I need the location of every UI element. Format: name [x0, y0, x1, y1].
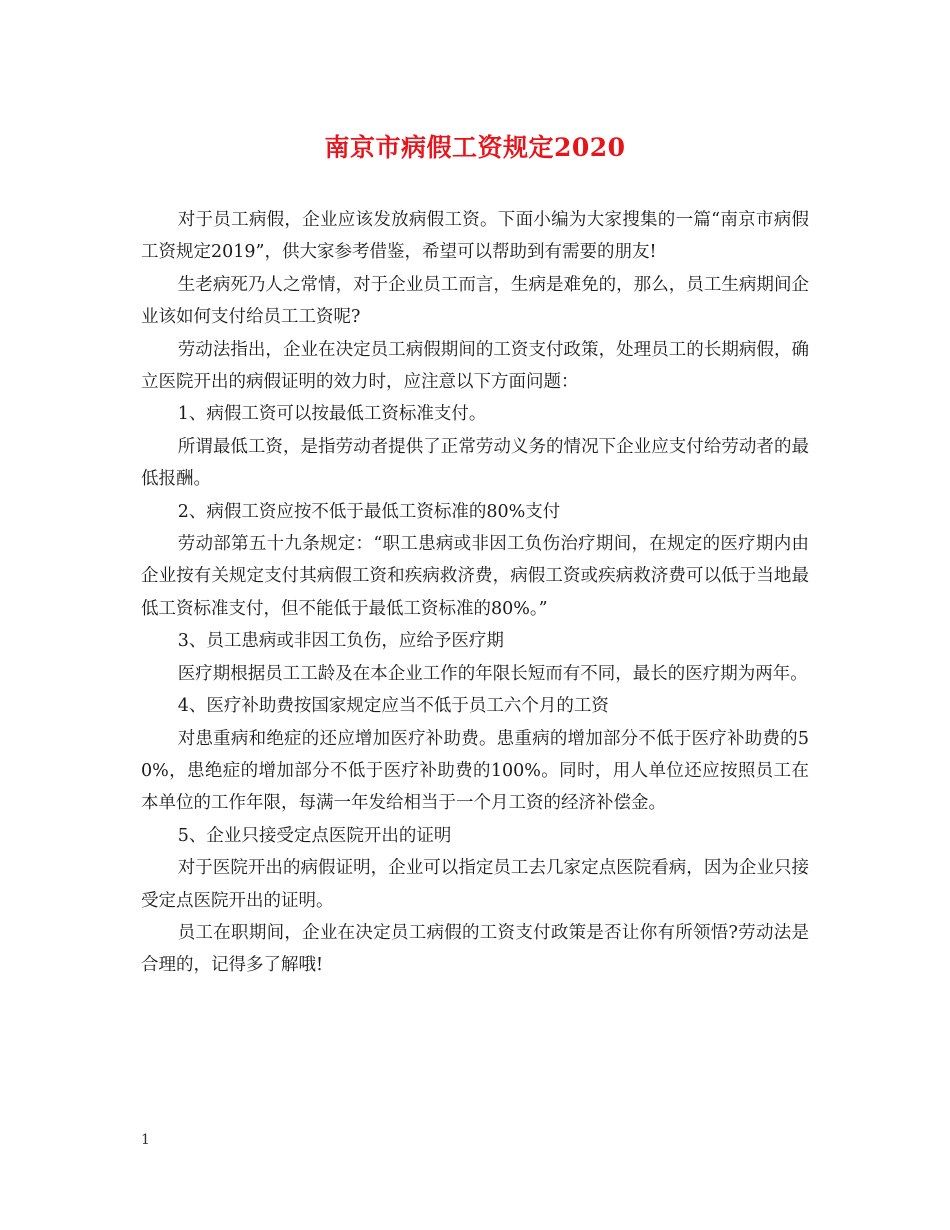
paragraph: 劳动部第五十九条规定：“职工患病或非因工负伤治疗期间，在规定的医疗期内由企业按有关规定支付其病假工资和疾病救济费，病假工资或疾病救济费可以低于当地最低工资标准支付，但不能低于最低工资标准的80%。”	[141, 534, 809, 619]
page-number: 1	[141, 1132, 150, 1148]
paragraph: 对患重病和绝症的还应增加医疗补助费。患重病的增加部分不低于医疗补助费的50%，患绝症的增加部分不低于医疗补助费的100%。同时，用人单位还应按照员工在本单位的工作年限，每满一年发给相当于一个月工资的经济补偿金。	[141, 728, 809, 814]
paragraph: 对于员工病假，企业应该发放病假工资。下面小编为大家搜集的一篇“南京市病假工资规定2019”，供大家参考借鉴，希望可以帮助到有需要的朋友!	[141, 210, 809, 263]
section-heading: 2、病假工资应按不低于最低工资标准的80%支付	[177, 501, 561, 522]
paragraph: 劳动法指出，企业在决定员工病假期间的工资支付政策，处理员工的长期病假，确立医院开出的病假证明的效力时，应注意以下方面问题：	[141, 339, 809, 393]
paragraph: 生老病死乃人之常情，对于企业员工而言，生病是难免的，那么，员工生病期间企业该如何支付给员工工资呢?	[141, 274, 809, 328]
document-title: 南京市病假工资规定2020	[324, 133, 626, 162]
paragraph: 对于医院开出的病假证明，企业可以指定员工去几家定点医院看病，因为企业只接受定点医院开出的证明。	[141, 858, 809, 911]
section-heading: 4、医疗补助费按国家规定应当不低于员工六个月的工资	[177, 696, 609, 717]
document-body	[141, 204, 809, 982]
section-heading: 3、员工患病或非因工负伤，应给予医疗期	[177, 631, 504, 652]
section-heading: 5、企业只接受定点医院开出的证明	[177, 825, 452, 846]
paragraph: 员工在职期间，企业在决定员工病假的工资支付政策是否让你有所领悟?劳动法是合理的，记得多了解哦!	[141, 922, 809, 976]
section-heading: 1、病假工资可以按最低工资标准支付。	[177, 404, 487, 425]
paragraph: 医疗期根据员工工龄及在本企业工作的年限长短而有不同，最长的医疗期为两年。	[177, 663, 808, 684]
paragraph: 所谓最低工资，是指劳动者提供了正常劳动义务的情况下企业应支付给劳动者的最低报酬。	[141, 436, 809, 490]
